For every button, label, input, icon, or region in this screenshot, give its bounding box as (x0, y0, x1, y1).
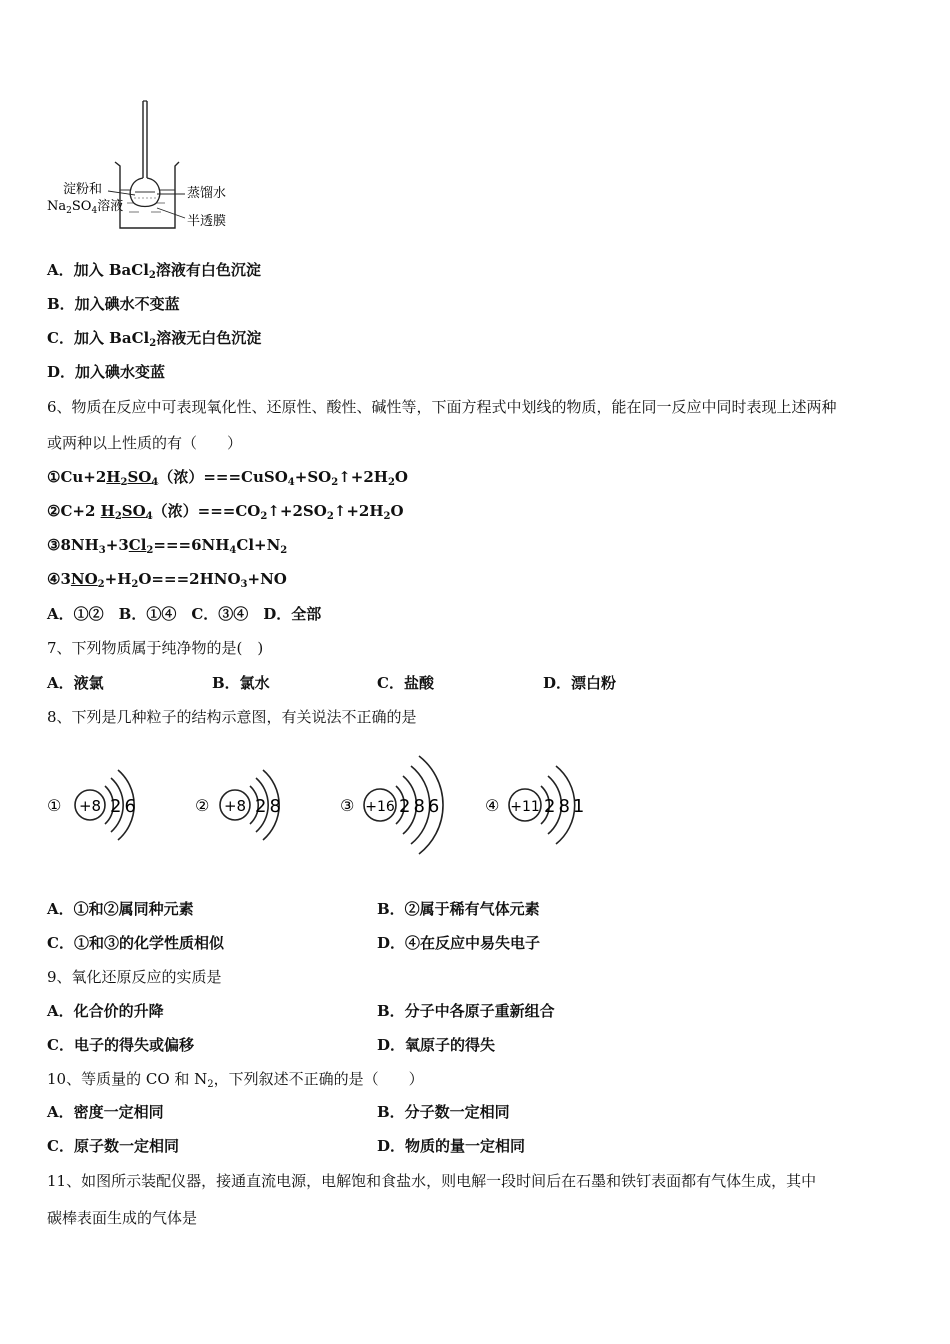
q10-option-a: A．密度一定相同 (47, 1103, 164, 1121)
beaker-figure (45, 98, 245, 234)
q7-stem: 7、下列物质属于纯净物的是( ) (47, 639, 264, 657)
atom-diagrams (45, 748, 605, 863)
q10-option-c: C．原子数一定相同 (47, 1137, 179, 1155)
q9-option-d: D．氧原子的得失 (377, 1036, 496, 1054)
q6-equation-2: ②C+2 $H_2SO_4$（浓）$===CO_2↑+2SO_2↑+2H_2O$ (47, 502, 404, 522)
q6-options: A．①② B．①④ C．③④ D．全部 (47, 605, 322, 623)
q6-stem-2: 或两种以上性质的有（ ） (47, 434, 243, 452)
label-distilled-water: 蒸馏水 (187, 186, 227, 201)
q6-equation-3: $③8NH_3+3Cl_2===6NH_4Cl+N_2$ (47, 536, 288, 556)
atom-2-label: ② (195, 796, 210, 815)
q9-option-c: C．电子的得失或偏移 (47, 1036, 194, 1054)
q5-option-d: D．加入碘水变蓝 (47, 363, 166, 381)
q5-option-a: A．加入 BaCl$_2$溶液有白色沉淀 (47, 261, 261, 281)
atom-2-nucleus-charge: +8 (223, 797, 247, 815)
atom-2-shells: 28 (255, 796, 284, 817)
q9-option-a: A．化合价的升降 (47, 1002, 164, 1020)
q9-option-b: B．分子中各原子重新组合 (377, 1002, 555, 1020)
q10-option-b: B．分子数一定相同 (377, 1103, 510, 1121)
q6-equation-4: $④3NO_2+H_2O===2HNO_3+NO$ (47, 570, 287, 590)
q8-stem: 8、下列是几种粒子的结构示意图，有关说法不正确的是 (47, 708, 417, 726)
q7-option-c: C．盐酸 (377, 674, 434, 692)
q8-option-a: A．①和②属同种元素 (47, 900, 194, 918)
atom-1-nucleus-charge: +8 (78, 797, 102, 815)
atom-4-nucleus-charge: +11 (510, 799, 540, 815)
atom-3-nucleus-charge: +16 (365, 799, 395, 815)
q6-equation-1: $①Cu+2H_2SO_4$（浓）$===CuSO_4+SO_2↑+2H_2O$ (47, 468, 408, 488)
atom-4-label: ④ (485, 796, 500, 815)
label-na2so4: $Na_2SO_4$溶液 (47, 199, 124, 216)
atom-1-label: ① (47, 796, 62, 815)
q7-option-d: D．漂白粉 (543, 674, 617, 692)
atom-3-label: ③ (340, 796, 355, 815)
atom-1 (47, 770, 139, 840)
atom-3 (340, 756, 443, 854)
atom-2 (195, 770, 284, 840)
q10-stem: 10、等质量的 CO 和 $N_2$，下列叙述不正确的是（ ） (47, 1070, 424, 1090)
q7-option-b: B．氯水 (212, 674, 270, 692)
q6-stem-1: 6、物质在反应中可表现氧化性、还原性、酸性、碱性等，下面方程式中划线的物质，能在同一反应中同时表现上述两种 (47, 398, 837, 416)
q11-stem-1: 11、如图所示装配仪器，接通直流电源，电解饱和食盐水，则电解一段时间后在石墨和铁钉表面都有气体生成，其中 (47, 1172, 817, 1190)
label-membrane: 半透膜 (187, 214, 227, 229)
q5-option-b: B．加入碘水不变蓝 (47, 295, 180, 313)
atom-4 (485, 766, 587, 844)
label-starch: 淀粉和 (63, 182, 103, 197)
q7-option-a: A．液氯 (47, 674, 104, 692)
q11-stem-2: 碳棒表面生成的气体是 (47, 1209, 198, 1227)
q10-option-d: D．物质的量一定相同 (377, 1137, 526, 1155)
q5-option-c: C．加入 BaCl$_2$溶液无白色沉淀 (47, 329, 262, 349)
q8-option-d: D．④在反应中易失电子 (377, 934, 541, 952)
q8-option-b: B．②属于稀有气体元素 (377, 900, 540, 918)
q8-option-c: C．①和③的化学性质相似 (47, 934, 224, 952)
atom-4-shells: 281 (544, 796, 588, 817)
q9-stem: 9、氧化还原反应的实质是 (47, 968, 222, 986)
atom-3-shells: 286 (399, 796, 443, 817)
atom-1-shells: 26 (110, 796, 139, 817)
